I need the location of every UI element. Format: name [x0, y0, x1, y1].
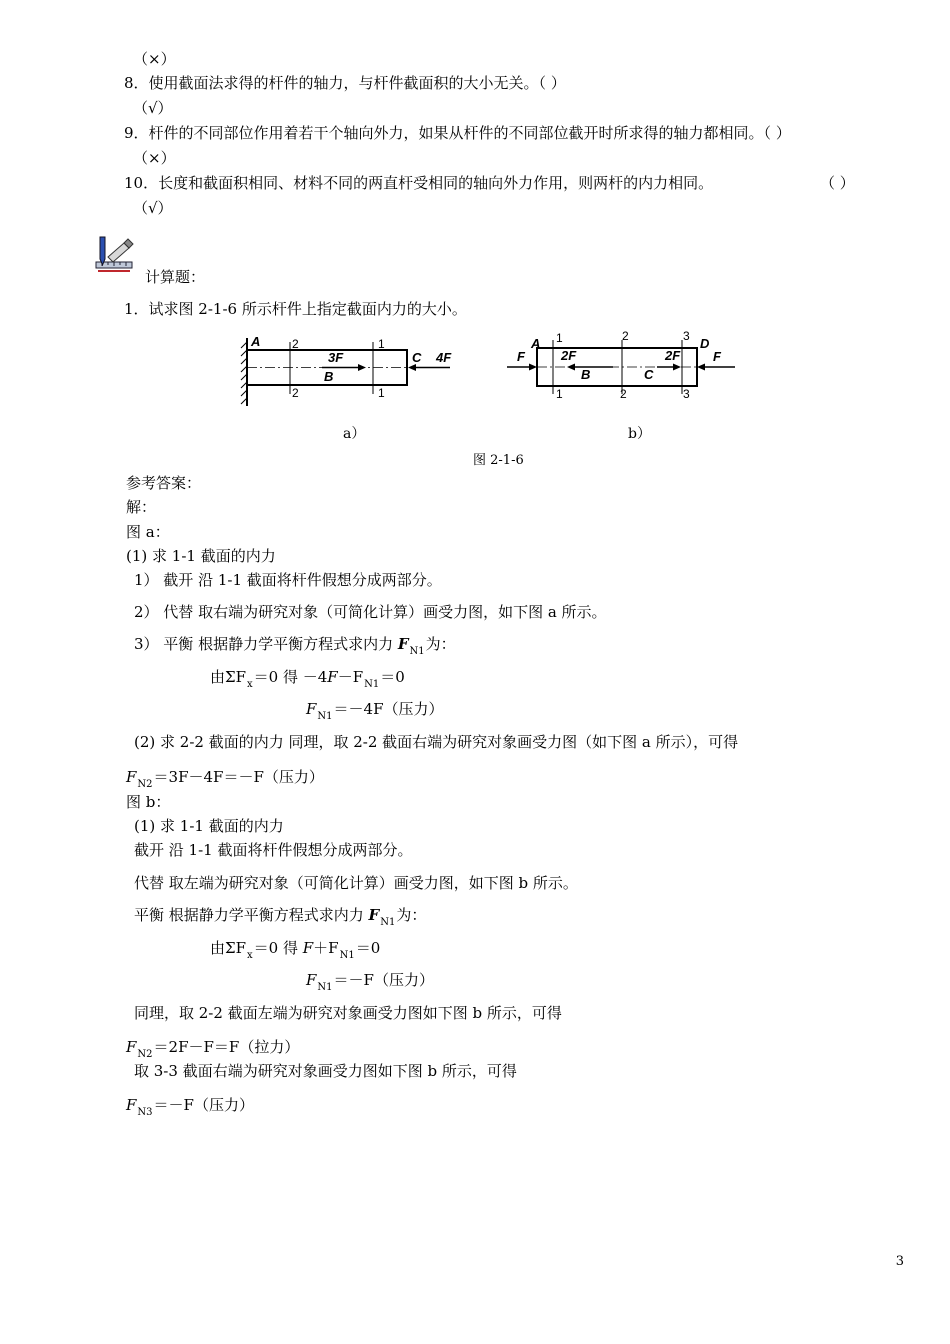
- b-step-2: 同理，取 2-2 截面左端为研究对象画受力图如下图 b 所示，可得: [134, 1004, 562, 1022]
- answer-10: （√）: [133, 199, 173, 217]
- b-step-1-replace: 代替 取左端为研究对象（可简化计算）画受力图，如下图 b 所示。: [134, 874, 578, 892]
- a-step-1-cut: 1） 截开 沿 1-1 截面将杆件假想分成两部分。: [134, 571, 442, 589]
- fig-a-caption: a）: [343, 426, 366, 442]
- a-step-2: (2) 求 2-2 截面的内力 同理，取 2-2 截面右端为研究对象画受力图（如下图 a 所示），可得: [134, 733, 739, 751]
- fig-a-force-4F: 4F: [436, 350, 452, 365]
- question-9: 9．杆件的不同部位作用着若干个轴向外力，如果从杆件的不同部位截开时所求得的轴力都相同。（ ）: [124, 124, 791, 142]
- b-step-1-cut: 截开 沿 1-1 截面将杆件假想分成两部分。: [134, 841, 413, 859]
- fig-b-point-A: A: [531, 336, 541, 351]
- fig-b-section-3-bottom: 3: [683, 387, 690, 401]
- fig-a-point-C: C: [412, 350, 422, 365]
- fig-b-section-2-top: 2: [622, 329, 629, 343]
- fig-b-force-F-right: F: [713, 349, 721, 364]
- fig-b-point-B: B: [581, 367, 591, 382]
- b-step-1-balance: 平衡 根据静力学平衡方程式求内力 $F_{N1}$为：: [134, 906, 427, 928]
- fig-b-caption: b）: [628, 426, 651, 442]
- figure-b: [505, 328, 740, 410]
- reference-answer-label: 参考答案：: [126, 474, 202, 492]
- figure-a-label: 图 a：: [126, 523, 170, 541]
- b-equation-sum: 由$\Sigma F_x=0$ 得 $F+F_{N1}=0$: [210, 939, 381, 961]
- answer-7: （×）: [133, 50, 176, 68]
- b-equation-n2: $F_{N2}=2F-F=F$（拉力）: [126, 1038, 300, 1060]
- fig-a-section-1-bottom: 1: [378, 386, 385, 400]
- a-equation-sum: 由$\Sigma F_x=0$ 得 $-4F-F_{N1}=0$: [210, 668, 405, 690]
- calc-heading: 计算题：: [145, 268, 206, 286]
- fig-a-point-B: B: [324, 369, 334, 384]
- answer-8: （√）: [133, 99, 173, 117]
- fig-b-force-2F-right: 2F: [665, 348, 681, 363]
- fig-b-section-1-bottom: 1: [556, 387, 563, 401]
- fig-a-force-3F: 3F: [328, 350, 344, 365]
- answer-9: （×）: [133, 149, 176, 167]
- question-8: 8．使用截面法求得的杆件的轴力，与杆件截面积的大小无关。（ ）: [124, 74, 566, 92]
- fig-a-section-2-top: 2: [292, 337, 299, 351]
- question-10: 10．长度和截面积相同、材料不同的两直杆受相同的轴向外力作用，则两杆的内力相同。: [124, 174, 714, 192]
- fig-a-point-A: A: [251, 334, 261, 349]
- page-number: 3: [895, 1254, 904, 1269]
- fig-a-section-2-bottom: 2: [292, 386, 299, 400]
- fig-b-force-2F-left: 2F: [561, 348, 577, 363]
- b-equation-n3: $F_{N3}=-F$（压力）: [126, 1096, 254, 1118]
- a-step-1-title: (1) 求 1-1 截面的内力: [126, 547, 276, 565]
- fig-b-force-F-left: F: [517, 349, 525, 364]
- fig-b-section-1-top: 1: [556, 331, 563, 345]
- fig-b-point-D: D: [700, 336, 710, 351]
- figure-a: [230, 328, 460, 410]
- b-step-3: 取 3-3 截面右端为研究对象画受力图如下图 b 所示，可得: [134, 1062, 517, 1080]
- figure-b-label: 图 b：: [126, 793, 171, 811]
- figure-caption: 图 2-1-6: [473, 453, 524, 468]
- b-step-1-title: (1) 求 1-1 截面的内力: [134, 817, 284, 835]
- fig-b-section-2-bottom: 2: [620, 387, 627, 401]
- solution-label: 解：: [126, 498, 157, 516]
- question-10-blank: （ ）: [820, 174, 855, 192]
- fig-b-section-3-top: 3: [683, 329, 690, 343]
- a-step-1-balance: 3） 平衡 根据静力学平衡方程式求内力 $F_{N1}$为：: [134, 635, 456, 657]
- calc-question-1: 1．试求图 2-1-6 所示杆件上指定截面内力的大小。: [124, 300, 467, 318]
- b-equation-n1: $F_{N1}=-F$（压力）: [306, 971, 434, 993]
- fig-a-section-1-top: 1: [378, 337, 385, 351]
- a-step-1-replace: 2） 代替 取右端为研究对象（可简化计算）画受力图，如下图 a 所示。: [134, 603, 607, 621]
- a-equation-n2: $F_{N2}=3F-4F=-F$（压力）: [126, 768, 324, 790]
- fig-b-point-C: C: [644, 367, 654, 382]
- a-equation-n1: $F_{N1}=-4F$（压力）: [306, 700, 444, 722]
- pencil-ruler-icon: [94, 235, 136, 275]
